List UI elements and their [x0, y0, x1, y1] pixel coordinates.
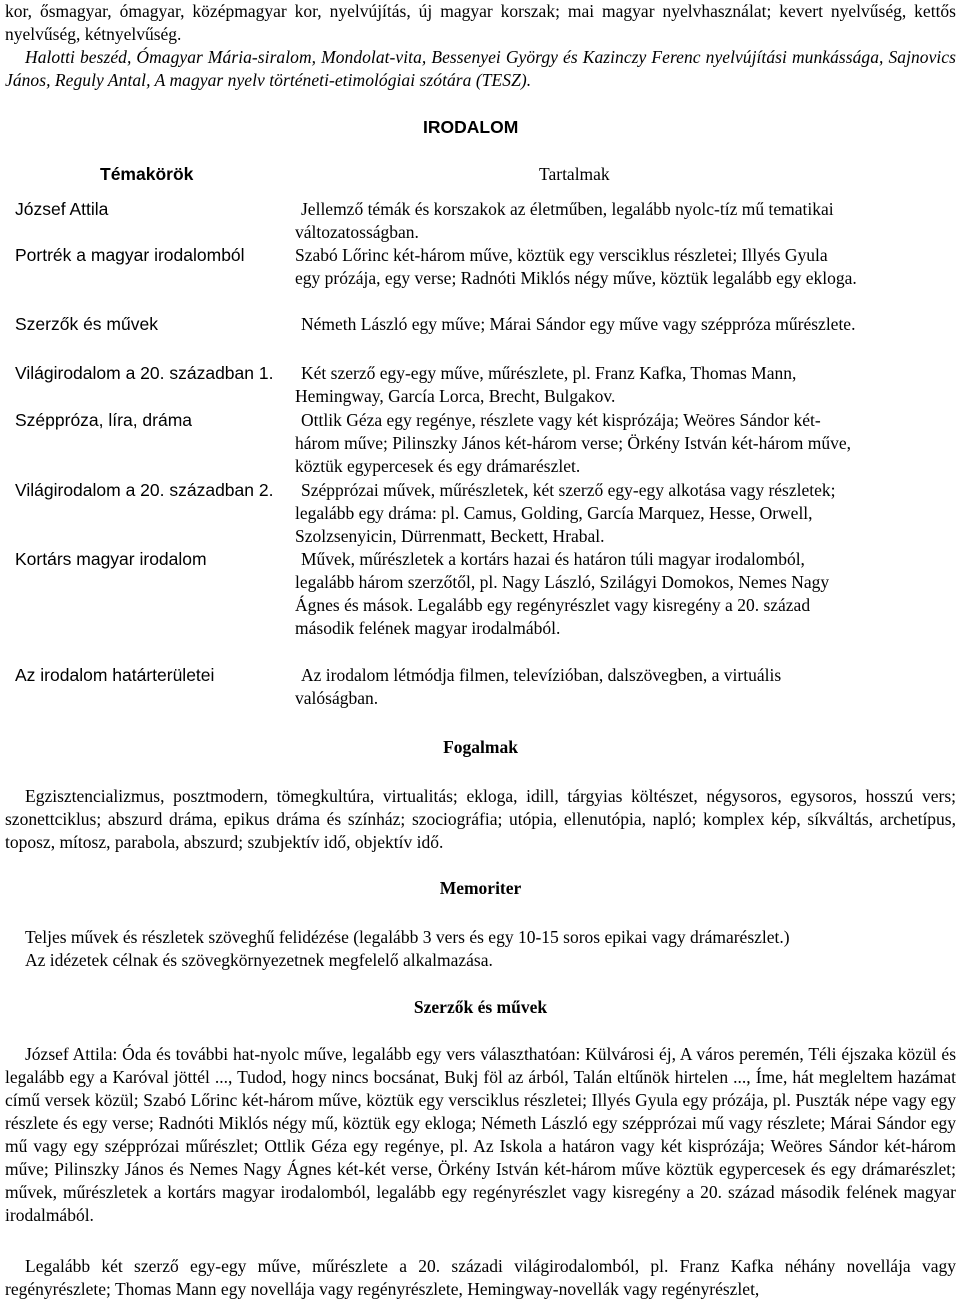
irodalom-title: IRODALOM: [423, 117, 519, 137]
topic-cell: Világirodalom a 20. században 1.: [15, 363, 274, 383]
intro-line-2: Halotti beszéd, Ómagyar Mária-siralom, Mondolat-vita, Bessenyei György és Kazinczy Ferenc nyelvújítási munkássága, Sajnovics János, Reguly Antal, A magyar nyelv történeti-etimológiai szótára (TESZ).: [5, 47, 956, 90]
fogalmak-title: Fogalmak: [443, 737, 518, 757]
topic-cell: Portrék a magyar irodalomból: [15, 245, 245, 265]
col-head-topics: Témakörök: [100, 164, 194, 184]
topic-cell: Szerzők és művek: [15, 314, 158, 334]
szerzok-title: Szerzők és művek: [413, 997, 548, 1017]
memoriter-line-2: Az idézetek célnak és szövegkörnyezetnek megfelelő alkalmazása.: [25, 950, 493, 970]
intro-block: [5, 0, 956, 92]
topic-cell: József Attila: [15, 199, 109, 219]
content-cell: Jellemző témák és korszakok az életműben, legalább nyolc-tíz mű tematikai változatosságban.: [295, 199, 834, 242]
col-head-contents: Tartalmak: [539, 164, 610, 184]
content-cell: Két szerző egy-egy műve, műrészlete, pl. Franz Kafka, Thomas Mann, Hemingway, García Lorca, Brecht, Bulgakov.: [295, 363, 797, 406]
topic-cell: Az irodalom határterületei: [15, 665, 215, 685]
content-cell: Szabó Lőrinc két-három műve, köztük egy versciklus részletei; Illyés Gyula egy prózája, egy verse; Radnóti Miklós négy műve, köztük legalább egy ekloga.: [295, 245, 857, 288]
szerzok-para-1: József Attila: Óda és további hat-nyolc műve, legalább egy vers választhatóan: Külvárosi éj, A város peremén, Téli éjszaka közül és legalább egy a Karóval jöttél ..., Tudod, hogy nincs bocsánat, Bukj föl az árból, Talán eltűnök hirtelen ..., Íme, hát megleltem hazámat című versek közül; Szabó Lőrinc két-három műve, köztük egy versciklus részletei; Illyés Gyula egy prózája, pl. Puszták népe vagy egy részlete és egy verse; Radnóti Miklós négy mű, köztük egy ekloga; Németh László egy szépprózai mű vagy részlete; Márai Sándor egy mű vagy egy szépprózai műrészlet; Ottlik Géza egy regénye, pl. Az Iskola a határon vagy két kisprózája; Weöres Sándor két-három műve; Pilinszky János és Nemes Nagy Ágnes két-két verse, Örkény István két-három műve köztük egypercesek és egy drámarészlet; művek, műrészletek a kortárs magyar irodalomból, legalább egy regényrészlet vagy kisregény a 20. század második felének magyar irodalmából.: [5, 1044, 956, 1225]
topic-cell: Kortárs magyar irodalom: [15, 549, 207, 569]
content-cell: Művek, műrészletek a kortárs hazai és határon túli magyar irodalomból, legalább három szerzőtől, pl. Nagy László, Szilágyi Domokos, Nemes Nagy Ágnes és mások. Legalább egy regényrészlet vagy kisregény a 20. század második felének magyar irodalmából.: [295, 549, 830, 638]
intro-line-1: kor, ősmagyar, ómagyar, középmagyar kor, nyelvújítás, új magyar korszak; mai magyar nyelvhasználat; kevert nyelvűség, kettős nyelvűség, kétnyelvűség.: [5, 1, 956, 44]
content-cell: Szépprózai művek, műrészletek, két szerző egy-egy alkotása vagy részletek; legalább egy dráma: pl. Camus, Golding, García Marquez, Hesse, Orwell, Szolzsenyicin, Dürrenmatt, Beckett, Hrabal.: [295, 480, 836, 546]
topic-cell: Világirodalom a 20. században 2.: [15, 480, 274, 500]
content-cell: Az irodalom létmódja filmen, televízióban, dalszövegben, a virtuális valóságban.: [295, 665, 782, 708]
content-cell: Ottlik Géza egy regénye, részlete vagy két kisprózája; Weöres Sándor két-három műve; Pilinszky János két-három verse; Örkény István két-három műve, köztük egypercesek és egy drámarészlet.: [295, 410, 851, 476]
fogalmak-text: Egzisztencializmus, posztmodern, tömegkultúra, virtualitás; ekloga, idill, tárgyias költészet, négysoros, egysoros, hosszú vers; szonettciklus; abszurd dráma, epikus dráma és színház; szociográfia; utópia, ellenutópia, napló; komplex kép, síkváltás, archetípus, toposz, mítosz, parabola, abszurd; szubjektív idő, objektív idő.: [5, 786, 956, 852]
content-cell: Németh László egy műve; Márai Sándor egy műve vagy széppróza műrészlete.: [301, 314, 856, 334]
memoriter-title: Memoriter: [439, 878, 522, 898]
topic-cell: Széppróza, líra, dráma: [15, 410, 193, 430]
memoriter-line-1: Teljes művek és részletek szöveghű felidézése (legalább 3 vers és egy 10-15 soros epikai vagy drámarészlet.): [25, 927, 790, 947]
szerzok-para-2: Legalább két szerző egy-egy műve, műrészlete a 20. századi világirodalomból, pl. Franz Kafka néhány novellája vagy regényrészlete; Thomas Mann egy novellája vagy regényrészlete, Hemingway-novellák vagy regényrészlet,: [5, 1256, 956, 1299]
